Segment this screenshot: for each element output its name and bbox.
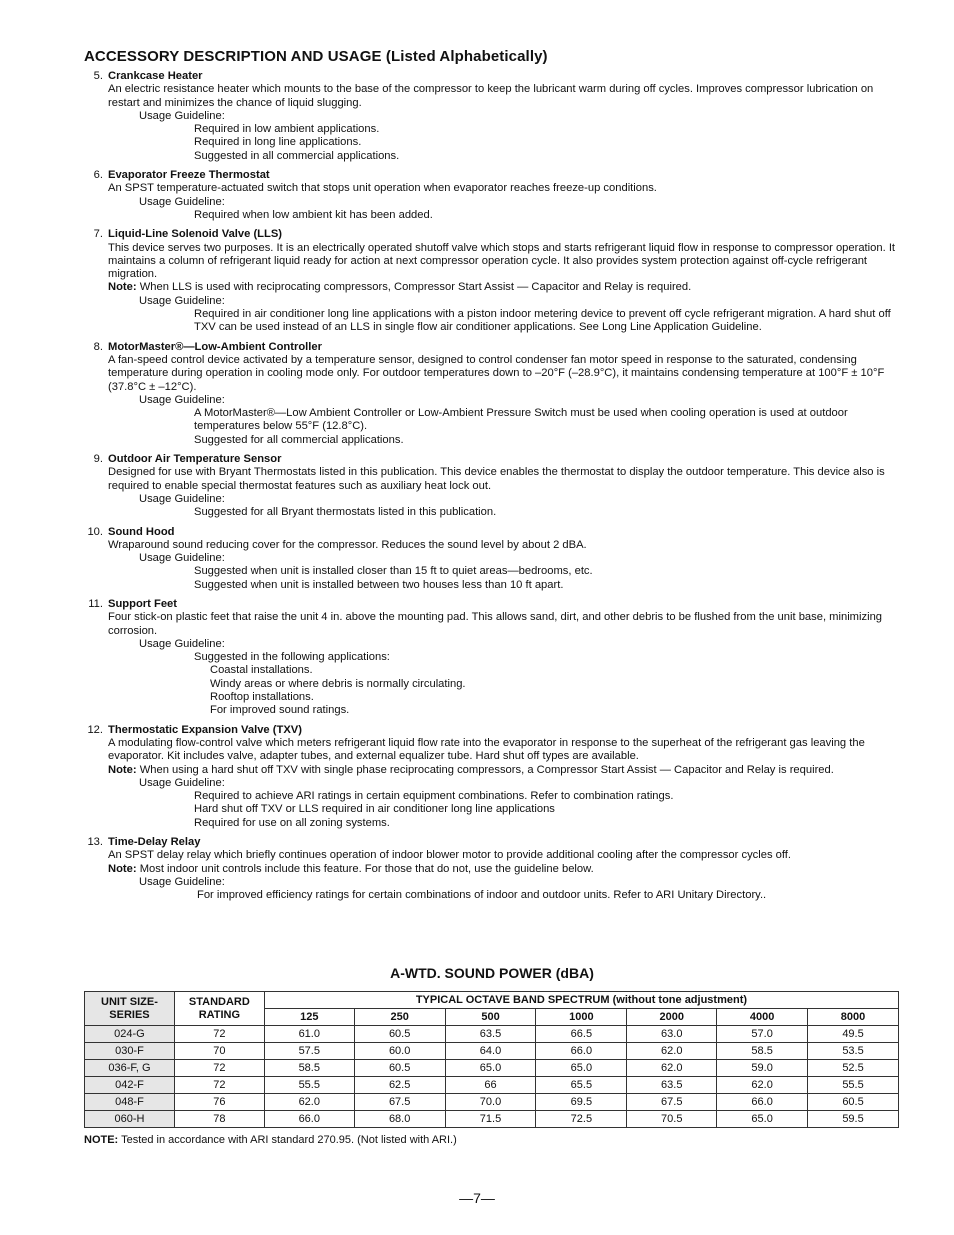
standard-rating-cell: 72 [174,1060,264,1077]
usage-guideline-line: Required in air conditioner long line applications with a piston indoor metering device to prevent off cycle refrigerant migration. A hard shut off TXV can be used instead of an LLS in single flow air conditioner applications. See Long Line Application Guideline. [194,308,891,334]
item-name: Outdoor Air Temperature Sensor [108,453,282,466]
unit-series-cell: 030-F [85,1043,175,1060]
table-row [85,1094,899,1111]
standard-rating-cell: 78 [174,1111,264,1128]
band-value-cell: 67.5 [627,1094,717,1111]
band-value-cell: 60.5 [354,1026,445,1043]
header-unit-size-series [85,992,175,1026]
header-standard-rating [174,992,264,1026]
item-description: A fan-speed control device activated by a temperature sensor, designed to control condenser fan motor speed in response to the saturated, condensing temperature during operation in cooling mode only. For outdoor temperatures down to –20°F (–28.9°C), it maintains condensing temperature at 100°F ± 10°F (37.8°C ± –12°C). [108,353,885,393]
header-unit-size-series-line: SERIES [109,1008,150,1021]
item-description: Wraparound sound reducing cover for the compressor. Reduces the sound level by about 2 dBA. [108,538,587,551]
band-value-cell: 67.5 [354,1094,445,1111]
accessory-item [84,70,900,163]
standard-rating-cell: 76 [174,1094,264,1111]
band-value-cell: 66.5 [536,1026,627,1043]
usage-guideline-line: Required in low ambient applications. [194,123,380,136]
item-number: 5. [93,70,103,82]
band-value-cell: 65.0 [536,1060,627,1077]
band-value-cell: 49.5 [808,1026,899,1043]
item-number: 6. [93,169,103,182]
unit-series-cell: 036-F, G [85,1060,175,1077]
item-name: Sound Hood [108,525,175,538]
usage-guideline-line: Required for use on all zoning systems. [194,816,390,829]
sound-power-table [84,991,899,1128]
item-note-label: Note: [108,763,137,776]
band-value-cell: 59.5 [808,1111,899,1128]
usage-guideline-line: For improved efficiency ratings for certain combinations of indoor and outdoor units. Refer to ARI Unitary Directory.. [197,889,767,902]
band-value-cell: 57.0 [717,1026,808,1043]
band-value-cell: 62.0 [264,1094,354,1111]
item-description: An electric resistance heater which mounts to the base of the compressor to keep the lubricant warm during off cycles. Improves compressor lubrication on restart and minimizes the chance of liquid slugging. [108,83,874,109]
item-number: 9. [93,453,103,466]
unit-series-cell: 024-G [85,1026,175,1043]
band-value-cell: 59.0 [717,1060,808,1077]
item-description: An SPST delay relay which briefly continues operation of indoor blower motor to provide additional cooling after the compressor cycles off. [108,849,792,862]
item-number: 12. [87,723,103,736]
table-row [85,1077,899,1094]
usage-guideline-line: Required when low ambient kit has been added. [194,208,433,221]
standard-rating-cell: 70 [174,1043,264,1060]
usage-guideline-line: Suggested in the following applications: [194,651,390,664]
band-value-cell: 63.5 [627,1077,717,1094]
band-value-cell: 69.5 [536,1094,627,1111]
band-value-cell: 61.0 [264,1026,354,1043]
usage-guideline-label: Usage Guideline: [139,294,225,307]
band-value-cell: 66.0 [264,1111,354,1128]
item-description: A modulating flow-control valve which meters refrigerant liquid flow rate into the evaporator in response to the superheat of the refrigerant gas leaving the evaporator. Kit includes valve, adapter tubes, and external equalizer tube. Hard shut off types are available. [108,736,865,763]
unit-series-cell: 060-H [85,1111,175,1128]
band-header-cell: 2000 [627,1009,717,1026]
band-value-cell: 62.5 [354,1077,445,1094]
accessory-item [84,598,900,718]
unit-series-cell: 048-F [85,1094,175,1111]
band-value-cell: 57.5 [264,1043,354,1060]
band-value-cell: 55.5 [808,1077,899,1094]
item-number: 7. [93,228,103,241]
usage-guideline-line: Suggested for all Bryant thermostats listed in this publication. [194,506,497,519]
band-value-cell: 71.5 [445,1111,536,1128]
band-value-cell: 72.5 [536,1111,627,1128]
item-note [108,863,900,876]
usage-guideline-subline: Windy areas or where debris is normally circulating. [210,677,466,690]
band-header-cell: 1000 [536,1009,627,1026]
table-note-text: Tested in accordance with ARI standard 270.95. (Not listed with ARI.) [118,1134,457,1146]
accessory-item [84,169,900,222]
usage-guideline-line: Hard shut off TXV or LLS required in air conditioner long line applications [194,803,555,816]
item-note-text: When LLS is used with reciprocating compressors, Compressor Start Assist — Capacitor and Relay is required. [136,281,692,294]
item-note-label: Note: [108,281,137,294]
band-value-cell: 65.0 [717,1111,808,1128]
table-note-label: NOTE: [84,1134,119,1146]
band-value-cell: 66.0 [717,1094,808,1111]
unit-series-cell: 042-F [85,1077,175,1094]
usage-guideline-line: Suggested when unit is installed closer than 15 ft to quiet areas—bedrooms, etc. [194,565,593,578]
accessory-item [84,453,900,519]
usage-guideline-line: A MotorMaster®—Low Ambient Controller or Low-Ambient Pressure Switch must be used when cooling operation is used at outdoor temperatures below 55°F (12.8°C). [194,407,848,433]
accessory-item [84,228,900,334]
band-value-cell: 66.0 [536,1043,627,1060]
item-note-text: Most indoor unit controls include this feature. For those that do not, use the guideline below. [136,862,594,875]
table-body [85,1026,899,1128]
band-value-cell: 68.0 [354,1111,445,1128]
band-value-cell: 60.5 [808,1094,899,1111]
item-note [108,764,900,777]
band-value-cell: 63.0 [627,1026,717,1043]
item-name: Thermostatic Expansion Valve (TXV) [108,723,302,736]
band-value-cell: 62.0 [717,1077,808,1094]
usage-guideline-label: Usage Guideline: [139,875,225,888]
item-description: An SPST temperature-actuated switch that stops unit operation when evaporator reaches freeze-up conditions. [108,182,657,195]
table-row [85,1060,899,1077]
band-header-cell: 4000 [717,1009,808,1026]
accessory-item [84,724,900,830]
band-header-cell: 8000 [808,1009,899,1026]
standard-rating-cell: 72 [174,1077,264,1094]
item-note-label: Note: [108,862,137,875]
item-name: MotorMaster®—Low-Ambient Controller [108,340,322,353]
standard-rating-cell: 72 [174,1026,264,1043]
item-number: 10. [87,525,103,538]
item-name: Time-Delay Relay [108,836,201,849]
item-number: 11. [88,597,103,610]
item-name: Evaporator Freeze Thermostat [108,169,270,182]
usage-guideline-label: Usage Guideline: [139,637,225,650]
band-value-cell: 60.0 [354,1043,445,1060]
band-value-cell: 65.5 [536,1077,627,1094]
item-note-text: When using a hard shut off TXV with single phase reciprocating compressors, a Compressor Start Assist — Capacitor and Relay is required. [136,763,834,776]
band-value-cell: 55.5 [264,1077,354,1094]
item-name: Liquid-Line Solenoid Valve (LLS) [108,228,283,241]
band-value-cell: 58.5 [264,1060,354,1077]
item-note [108,281,900,294]
usage-guideline-label: Usage Guideline: [139,492,225,505]
usage-guideline-label: Usage Guideline: [139,393,225,406]
accessory-list [84,70,900,903]
band-value-cell: 64.0 [445,1043,536,1060]
item-description: Designed for use with Bryant Thermostats listed in this publication. This device enables the thermostat to display the outdoor temperature. This device also is required to enable special thermostat features such as auxiliary heat lock out. [108,466,885,492]
band-value-cell: 65.0 [445,1060,536,1077]
accessory-section [84,48,900,909]
table-row [85,1043,899,1060]
usage-guideline-line: Required to achieve ARI ratings in certain equipment combinations. Refer to combination ratings. [194,790,674,803]
table-title: A-WTD. SOUND POWER (dBA) [390,965,594,981]
header-standard-rating-line: STANDARD [188,995,250,1008]
usage-guideline-line: Suggested when unit is installed between two houses less than 10 ft apart. [194,578,564,591]
band-header-cell: 500 [445,1009,536,1026]
header-octave-band-spectrum: TYPICAL OCTAVE BAND SPECTRUM (without tone adjustment) [264,992,898,1009]
band-value-cell: 60.5 [354,1060,445,1077]
usage-guideline-subline: Coastal installations. [210,664,313,677]
header-standard-rating-line: RATING [198,1008,241,1021]
item-number: 8. [93,340,103,353]
table-row [85,1026,899,1043]
usage-guideline-subline: For improved sound ratings. [210,704,350,717]
accessory-item [84,526,900,592]
item-name: Support Feet [108,597,177,610]
band-header-cell: 125 [264,1009,354,1026]
band-value-cell: 58.5 [717,1043,808,1060]
band-value-cell: 53.5 [808,1043,899,1060]
usage-guideline-label: Usage Guideline: [139,776,225,789]
band-value-cell: 66 [445,1077,536,1094]
band-value-cell: 70.5 [627,1111,717,1128]
band-value-cell: 62.0 [627,1060,717,1077]
usage-guideline-label: Usage Guideline: [139,195,225,208]
band-header-cell: 250 [354,1009,445,1026]
usage-guideline-label: Usage Guideline: [139,109,225,122]
band-value-cell: 62.0 [627,1043,717,1060]
item-name: Crankcase Heater [108,70,203,82]
band-value-cell: 63.5 [445,1026,536,1043]
item-description: Four stick-on plastic feet that raise the unit 4 in. above the mounting pad. This allows sand, dirt, and other debris to be flushed from the unit base, minimizing corrosion. [108,611,883,637]
usage-guideline-line: Required in long line applications. [194,136,362,149]
table-row [85,1111,899,1128]
page-number: —7— [459,1190,495,1206]
item-description: This device serves two purposes. It is an electrically operated shutoff valve which stops and starts refrigerant liquid flow in response to compressor operation. It maintains a column of refrigerant liquid ready for action at next compressor operation cycle. It also provides system protection against off-cycle refrigerant migration. [108,241,896,281]
usage-guideline-line: Suggested in all commercial applications. [194,149,400,162]
header-unit-size-series-line: UNIT SIZE- [101,995,158,1008]
band-value-cell: 52.5 [808,1060,899,1077]
accessory-item [84,341,900,447]
usage-guideline-label: Usage Guideline: [139,552,225,565]
accessory-item [84,836,900,902]
section-title: ACCESSORY DESCRIPTION AND USAGE (Listed Alphabetically) [84,48,548,65]
table-note [84,1134,457,1146]
usage-guideline-subline: Rooftop installations. [210,691,314,704]
usage-guideline-line: Suggested for all commercial applications. [194,433,404,446]
item-number: 13. [87,836,103,849]
band-value-cell: 70.0 [445,1094,536,1111]
